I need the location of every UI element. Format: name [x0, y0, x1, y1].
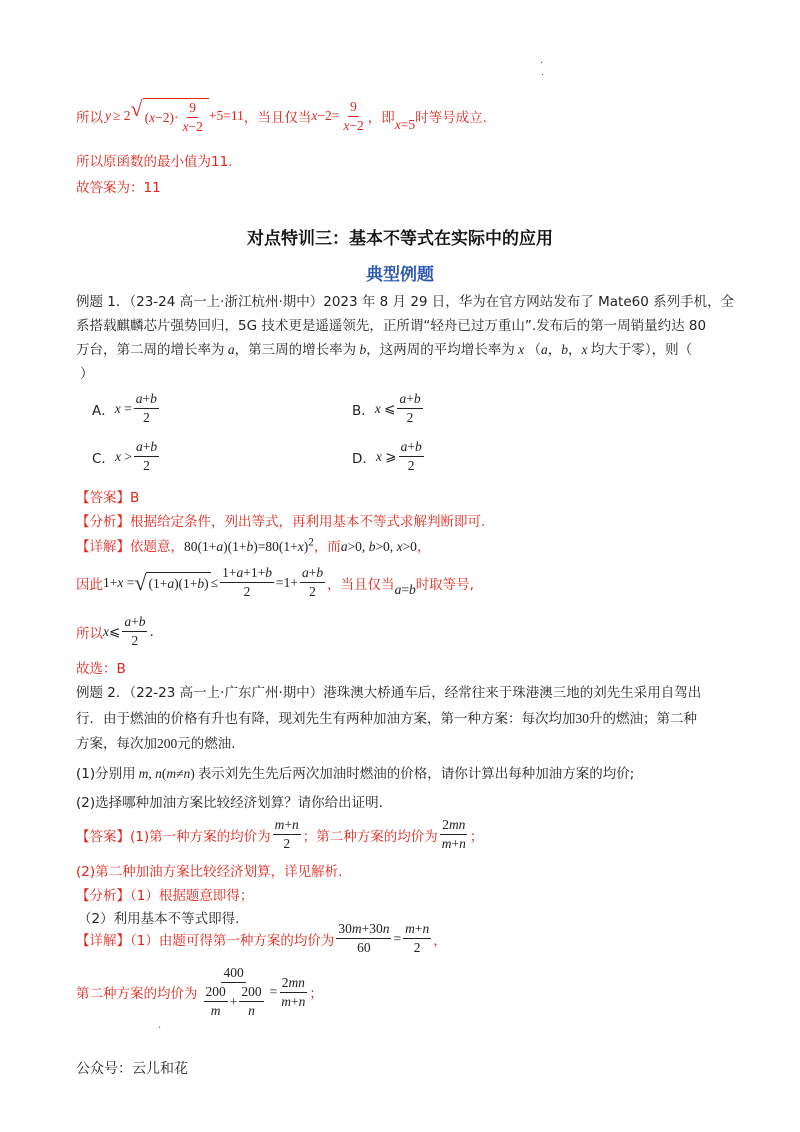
header-mark: .: [540, 55, 544, 66]
subsection-title: 典型例题: [366, 265, 434, 285]
ex2-second-plan: 第二种方案的均价为 400 $\frac{200}{m}$ + $\frac{200}{n}$ = $\frac{2mn}{m+n}$ ；: [76, 965, 323, 1019]
ex1-answer: 【答案】B: [76, 490, 140, 506]
ex1-detail: 【详解】依题意，$80(1+a)(1+b)=80(1+x)^2$，而a>0, b>0, x>0，: [76, 536, 431, 555]
ex2-text-line-2: 行．由于燃油的价格有升也有降，现刘先生有两种加油方案，第一种方案：每次均加30升的燃油；第二种: [76, 711, 697, 727]
min-value-line: 所以原函数的最小值为11.: [76, 154, 233, 170]
ex2-answer-line-2: (2)第二种加油方案比较经济划算，详见解析.: [76, 864, 343, 880]
answer-line: 故答案为：11: [76, 180, 161, 196]
option-d[interactable]: D． x ⩾ $\frac{a+b}{2}$: [352, 439, 422, 474]
solution-after: ，即: [367, 110, 395, 127]
solution-line-1: 所以 y ≥ 2 √ ( x −2)· $\frac{9}{x-2}$ +5=11 ，当且仅当 x−2= $\frac{9}{x-2}$ ，即 x=5 时等号成立.: [76, 96, 487, 135]
footer-dot: .: [158, 1020, 162, 1031]
option-a[interactable]: A． x = $\frac{a+b}{2}$: [92, 391, 157, 426]
solution-suffix: 时等号成立.: [415, 110, 487, 127]
ex1-text-line-4: ）: [80, 366, 94, 382]
ex2-question-2: (2)选择哪种加油方案比较经济划算？请你给出证明．: [76, 795, 393, 811]
ex2-text-line-3: 方案，每次加200元的燃油．: [76, 736, 245, 752]
option-c[interactable]: C． x > $\frac{a+b}{2}$: [92, 439, 158, 474]
solution-middle: ，当且仅当: [243, 110, 312, 127]
section-title: 对点特训三：基本不等式在实际中的应用: [247, 229, 553, 249]
option-b[interactable]: B． x ⩽ $\frac{a+b}{2}$: [352, 391, 421, 426]
ex2-answer: 【答案】(1)第一种方案的均价为 $\frac{m+n}{2}$ ；第二种方案的均价为 $\frac{2mn}{m+n}$ ；: [76, 817, 484, 852]
ex1-analysis: 【分析】根据给定条件，列出等式，再利用基本不等式求解判断即可.: [76, 514, 486, 530]
ex2-detail: 【详解】（1）由题可得第一种方案的均价为 $\frac{30m+30n}{60}$ = $\frac{m+n}{2}$ ，: [76, 921, 447, 956]
ex1-text-line-2: 系搭载麒麟芯片强势回归，5G 技术更是遥遥领先，正所谓“轻舟已过万重山”.发布后的第一周销量约达 80: [76, 318, 707, 334]
ex1-therefore-line: 因此 1+x = √ (1+ a )(1+ b ) ≤ $\frac{1+a+1+b}{2}$ =1+ $\frac{a+b}{2}$ ，当且仅当 a=b 时取等号,: [76, 565, 474, 600]
formula-y-ineq: y: [105, 108, 111, 124]
ex1-text-line-1: 例题 1．（23-24 高一上·浙江杭州·期中）2023 年 8 月 29 日，华为在官方网站发布了 Mate60 系列手机，全: [76, 294, 735, 310]
ex1-choose: 故选：B: [76, 661, 126, 677]
header-mark-2: .: [541, 67, 545, 78]
ex2-analysis-2: （2）利用基本不等式即得.: [78, 911, 240, 927]
ex1-text-line-3: 万台，第二周的增长率为 a，第三周的增长率为 b，这两周的平均增长率为 x （a，b，x 均大于零），则（: [76, 342, 693, 358]
ex1-so-line: 所以 x⩽ $\frac{a+b}{2}$ .: [76, 614, 154, 649]
footer-account: 公众号：云儿和花: [76, 1061, 188, 1077]
sqrt-expression: √ ( x −2)· $\frac{9}{x-2}$: [131, 98, 209, 134]
ex2-text-line-1: 例题 2．（22-23 高一上·广东广州·期中）港珠澳大桥通车后，经常往来于珠港澳三地的刘先生采用自驾出: [76, 685, 702, 701]
ex2-analysis-1: 【分析】（1）根据题意即得；: [76, 888, 254, 904]
ex2-question-1: (1)分别用 m, n(m≠n) 表示刘先生先后两次加油时燃油的价格，请你计算出每种加油方案的均价;: [76, 766, 635, 782]
solution-prefix: 所以: [76, 110, 103, 127]
